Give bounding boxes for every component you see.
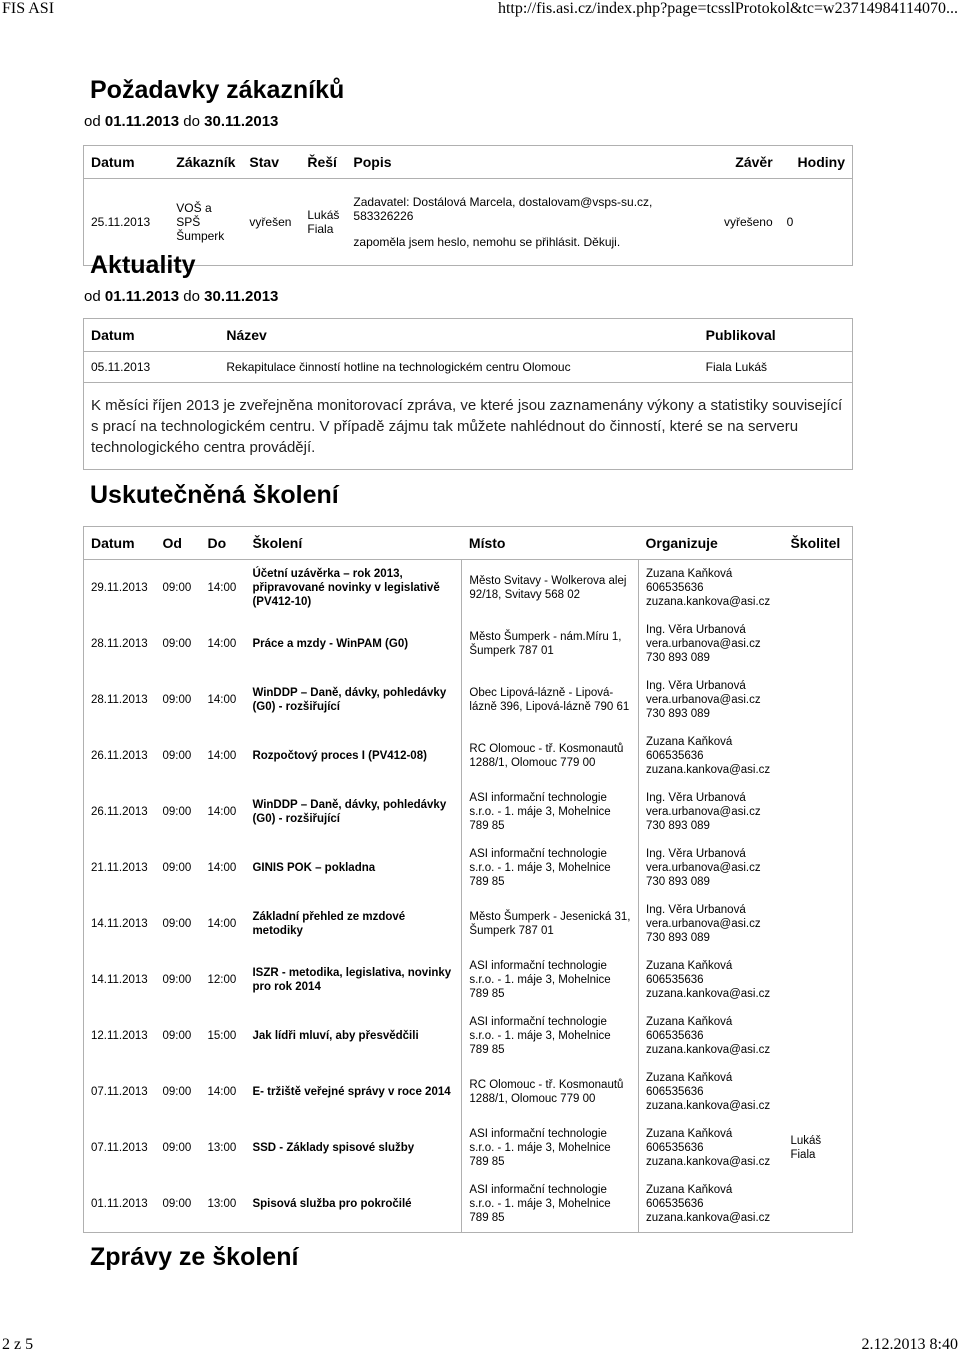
news-name: Rekapitulace činností hotline na technologickém centru Olomouc — [219, 352, 698, 383]
training-date: 07.11.2013 — [91, 1142, 148, 1154]
training-organizer: Ing. Věra Urbanová vera.urbanova@asi.cz 730 893 089 — [646, 904, 761, 944]
training-place: RC Olomouc - tř. Kosmonautů 1288/1, Olomouc 779 00 — [462, 728, 639, 784]
table-row — [84, 616, 853, 672]
training-place: ASI informační technologie s.r.o. - 1. máje 3, Mohelnice 789 85 — [462, 1008, 639, 1064]
training-trainer — [783, 1064, 852, 1120]
col-customer: Zákazník — [176, 154, 236, 170]
training-from: 09:00 — [162, 974, 192, 986]
training-from: 09:00 — [155, 560, 200, 617]
training-trainer — [783, 1176, 852, 1233]
training-trainer — [783, 952, 852, 1008]
request-solver: Lukáš Fiala — [300, 179, 346, 266]
trainings-table — [83, 526, 853, 1233]
training-from: 09:00 — [162, 694, 192, 706]
training-trainer — [783, 1008, 852, 1064]
training-to: 14:00 — [207, 694, 237, 706]
training-trainer — [783, 896, 852, 952]
training-course: E- tržiště veřejné správy v roce 2014 — [252, 1086, 451, 1098]
col-date: Datum — [91, 154, 135, 170]
training-from: 09:00 — [162, 1086, 192, 1098]
print-footer-page: 2 z 5 — [2, 1336, 34, 1353]
training-date: 28.11.2013 — [91, 638, 148, 650]
col-name: Název — [226, 327, 267, 343]
col-date: Datum — [91, 535, 135, 551]
training-to: 13:00 — [207, 1198, 237, 1210]
reports-title: Zprávy ze školení — [90, 1243, 299, 1271]
training-date: 26.11.2013 — [91, 750, 148, 762]
news-text: K měsíci říjen 2013 je zveřejněna monitorovací zpráva, ve které jsou zaznamenány výkony a statistiky související s prací na technologickém centru. V případě zájmu tak můžete nahlédnout do činností, které se na serveru technologického centra provádějí. — [84, 383, 853, 470]
news-date-range — [84, 288, 278, 305]
training-place: Obec Lipová-lázně - Lipová-lázně 396, Lipová-lázně 790 61 — [462, 672, 639, 728]
training-organizer: Zuzana Kaňková 606535636 zuzana.kankova@asi.cz — [646, 1184, 771, 1224]
training-to: 13:00 — [207, 1142, 237, 1154]
table-row — [84, 840, 853, 896]
col-solver: Řeší — [307, 154, 337, 170]
training-to: 15:00 — [207, 1030, 237, 1042]
col-from: Od — [162, 535, 182, 551]
training-organizer: Zuzana Kaňková 606535636 zuzana.kankova@asi.cz — [646, 1072, 771, 1112]
training-course: ISZR - metodika, legislativa, novinky pro rok 2014 — [252, 967, 452, 993]
training-place: ASI informační technologie s.r.o. - 1. máje 3, Mohelnice 789 85 — [462, 952, 639, 1008]
training-place: ASI informační technologie s.r.o. - 1. máje 3, Mohelnice 789 85 — [462, 1120, 639, 1176]
request-conclusion: vyřešeno — [699, 179, 780, 266]
requests-header-row — [84, 146, 853, 179]
training-place: Město Svitavy - Wolkerova alej 92/18, Svitavy 568 02 — [462, 560, 639, 617]
training-course: Práce a mzdy - WinPAM (G0) — [252, 638, 409, 650]
news-to-date: 30.11.2013 — [204, 288, 279, 305]
news-from-date: 01.11.2013 — [104, 288, 180, 305]
request-description-line2: zapoměla jsem heslo, nemohu se přihlásit. Děkuji. — [353, 235, 621, 249]
training-trainer — [783, 672, 852, 728]
training-date: 21.11.2013 — [91, 862, 148, 874]
training-course: SSD - Základy spisové služby — [252, 1142, 415, 1154]
request-customer: VOŠ a SPŠ Šumperk — [169, 179, 242, 266]
training-date: 07.11.2013 — [91, 1086, 148, 1098]
col-organizer: Organizuje — [645, 535, 718, 551]
training-to: 14:00 — [207, 750, 237, 762]
training-course: Spisová služba pro pokročilé — [252, 1198, 412, 1210]
table-row — [84, 1176, 853, 1233]
training-place: ASI informační technologie s.r.o. - 1. máje 3, Mohelnice 789 85 — [462, 784, 639, 840]
news-title: Aktuality — [90, 251, 196, 279]
training-course: Rozpočtový proces I (PV412-08) — [252, 750, 427, 762]
training-from: 09:00 — [162, 1030, 192, 1042]
col-trainer: Školitel — [790, 535, 841, 551]
training-organizer: Ing. Věra Urbanová vera.urbanova@asi.cz 730 893 089 — [646, 848, 761, 888]
requests-from-label: od — [84, 113, 101, 130]
training-to: 14:00 — [207, 1086, 237, 1098]
requests-from-date: 01.11.2013 — [104, 113, 180, 130]
training-place: Město Šumperk - Jesenická 31, Šumperk 787 01 — [462, 896, 639, 952]
print-header-title: FIS ASI — [2, 0, 55, 17]
request-state: vyřešen — [242, 179, 300, 266]
requests-to-label: do — [183, 113, 200, 130]
training-trainer — [783, 784, 852, 840]
table-row — [84, 1064, 853, 1120]
training-place: RC Olomouc - tř. Kosmonautů 1288/1, Olomouc 779 00 — [462, 1064, 639, 1120]
col-date: Datum — [91, 327, 135, 343]
table-row — [84, 896, 853, 952]
table-row — [84, 352, 853, 383]
training-to: 14:00 — [207, 806, 237, 818]
requests-title: Požadavky zákazníků — [90, 76, 345, 104]
requests-date-range — [84, 113, 278, 130]
training-date: 12.11.2013 — [91, 1030, 148, 1042]
news-date: 05.11.2013 — [84, 352, 220, 383]
training-date: 14.11.2013 — [91, 918, 148, 930]
training-course: WinDDP – Daně, dávky, pohledávky (G0) - rozšiřující — [252, 799, 447, 825]
training-from: 09:00 — [162, 638, 192, 650]
print-header-url: http://fis.asi.cz/index.php?page=tcsslProtokol&tc=w23714984114070... — [497, 0, 958, 17]
col-hours: Hodiny — [797, 154, 845, 170]
training-from: 09:00 — [162, 806, 192, 818]
news-from-label: od — [84, 288, 101, 305]
col-place: Místo — [468, 535, 506, 551]
request-date: 25.11.2013 — [84, 179, 170, 266]
request-description — [346, 179, 699, 266]
training-to: 14:00 — [207, 638, 237, 650]
training-place: ASI informační technologie s.r.o. - 1. máje 3, Mohelnice 789 85 — [462, 840, 639, 896]
training-to: 14:00 — [200, 560, 245, 617]
table-row — [84, 1120, 853, 1176]
training-from: 09:00 — [162, 750, 192, 762]
training-organizer: Zuzana Kaňková 606535636 zuzana.kankova@asi.cz — [646, 1128, 771, 1168]
table-row — [84, 179, 853, 266]
training-to: 14:00 — [207, 918, 237, 930]
training-from: 09:00 — [162, 1198, 192, 1210]
training-course: Jak lídři mluví, aby přesvědčili — [252, 1030, 419, 1042]
training-trainer — [783, 728, 852, 784]
training-place: ASI informační technologie s.r.o. - 1. máje 3, Mohelnice 789 85 — [462, 1176, 639, 1233]
trainings-title: Uskutečněná školení — [90, 481, 339, 509]
training-from: 09:00 — [162, 862, 192, 874]
training-date: 29.11.2013 — [84, 560, 156, 617]
training-trainer: Lukáš Fiala — [790, 1135, 822, 1161]
request-hours: 0 — [780, 179, 853, 266]
news-text-row — [84, 383, 853, 470]
col-to: Do — [207, 535, 227, 551]
col-published-by: Publikoval — [705, 327, 776, 343]
training-date: 26.11.2013 — [91, 806, 148, 818]
print-footer — [0, 1336, 960, 1353]
training-date: 01.11.2013 — [91, 1198, 148, 1210]
table-row — [84, 1008, 853, 1064]
training-course: GINIS POK – pokladna — [252, 862, 376, 874]
col-description: Popis — [353, 154, 392, 170]
training-organizer: Zuzana Kaňková 606535636 zuzana.kankova@asi.cz — [639, 560, 784, 617]
training-to: 12:00 — [207, 974, 237, 986]
news-published-by: Fiala Lukáš — [699, 352, 853, 383]
training-to: 14:00 — [207, 862, 237, 874]
training-course: WinDDP – Daně, dávky, pohledávky (G0) - rozšiřující — [252, 687, 447, 713]
col-conclusion: Závěr — [735, 154, 773, 170]
print-header — [0, 0, 960, 20]
request-description-line1: Zadavatel: Dostálová Marcela, dostalovam@vsps-su.cz, 583326226 — [353, 195, 653, 223]
training-organizer: Zuzana Kaňková 606535636 zuzana.kankova@asi.cz — [646, 960, 771, 1000]
table-row — [84, 784, 853, 840]
training-from: 09:00 — [162, 918, 192, 930]
training-trainer — [783, 616, 852, 672]
training-organizer: Zuzana Kaňková 606535636 zuzana.kankova@asi.cz — [646, 1016, 771, 1056]
news-header-row — [84, 319, 853, 352]
training-course: Účetní uzávěrka – rok 2013, připravované novinky v legislativě (PV412-10) — [245, 560, 461, 617]
trainings-header-row — [84, 527, 853, 560]
col-course: Školení — [252, 535, 303, 551]
training-organizer: Ing. Věra Urbanová vera.urbanova@asi.cz 730 893 089 — [646, 792, 761, 832]
training-trainer — [783, 560, 852, 617]
training-organizer: Ing. Věra Urbanová vera.urbanova@asi.cz 730 893 089 — [646, 680, 761, 720]
table-row — [84, 672, 853, 728]
training-organizer: Ing. Věra Urbanová vera.urbanova@asi.cz 730 893 089 — [646, 624, 761, 664]
training-place: Město Šumperk - nám.Míru 1, Šumperk 787 01 — [462, 616, 639, 672]
training-date: 14.11.2013 — [91, 974, 148, 986]
training-from: 09:00 — [162, 1142, 192, 1154]
news-table — [83, 318, 853, 470]
table-row — [84, 952, 853, 1008]
news-to-label: do — [183, 288, 200, 305]
training-organizer: Zuzana Kaňková 606535636 zuzana.kankova@asi.cz — [646, 736, 771, 776]
requests-to-date: 30.11.2013 — [204, 113, 279, 130]
training-trainer — [783, 840, 852, 896]
print-footer-datetime: 2.12.2013 8:40 — [861, 1336, 958, 1353]
training-date: 28.11.2013 — [91, 694, 148, 706]
table-row — [84, 560, 853, 617]
col-state: Stav — [249, 154, 279, 170]
trainings-body — [84, 560, 853, 1233]
table-row — [84, 728, 853, 784]
requests-table — [83, 145, 853, 266]
training-course: Základní přehled ze mzdové metodiky — [252, 911, 406, 937]
